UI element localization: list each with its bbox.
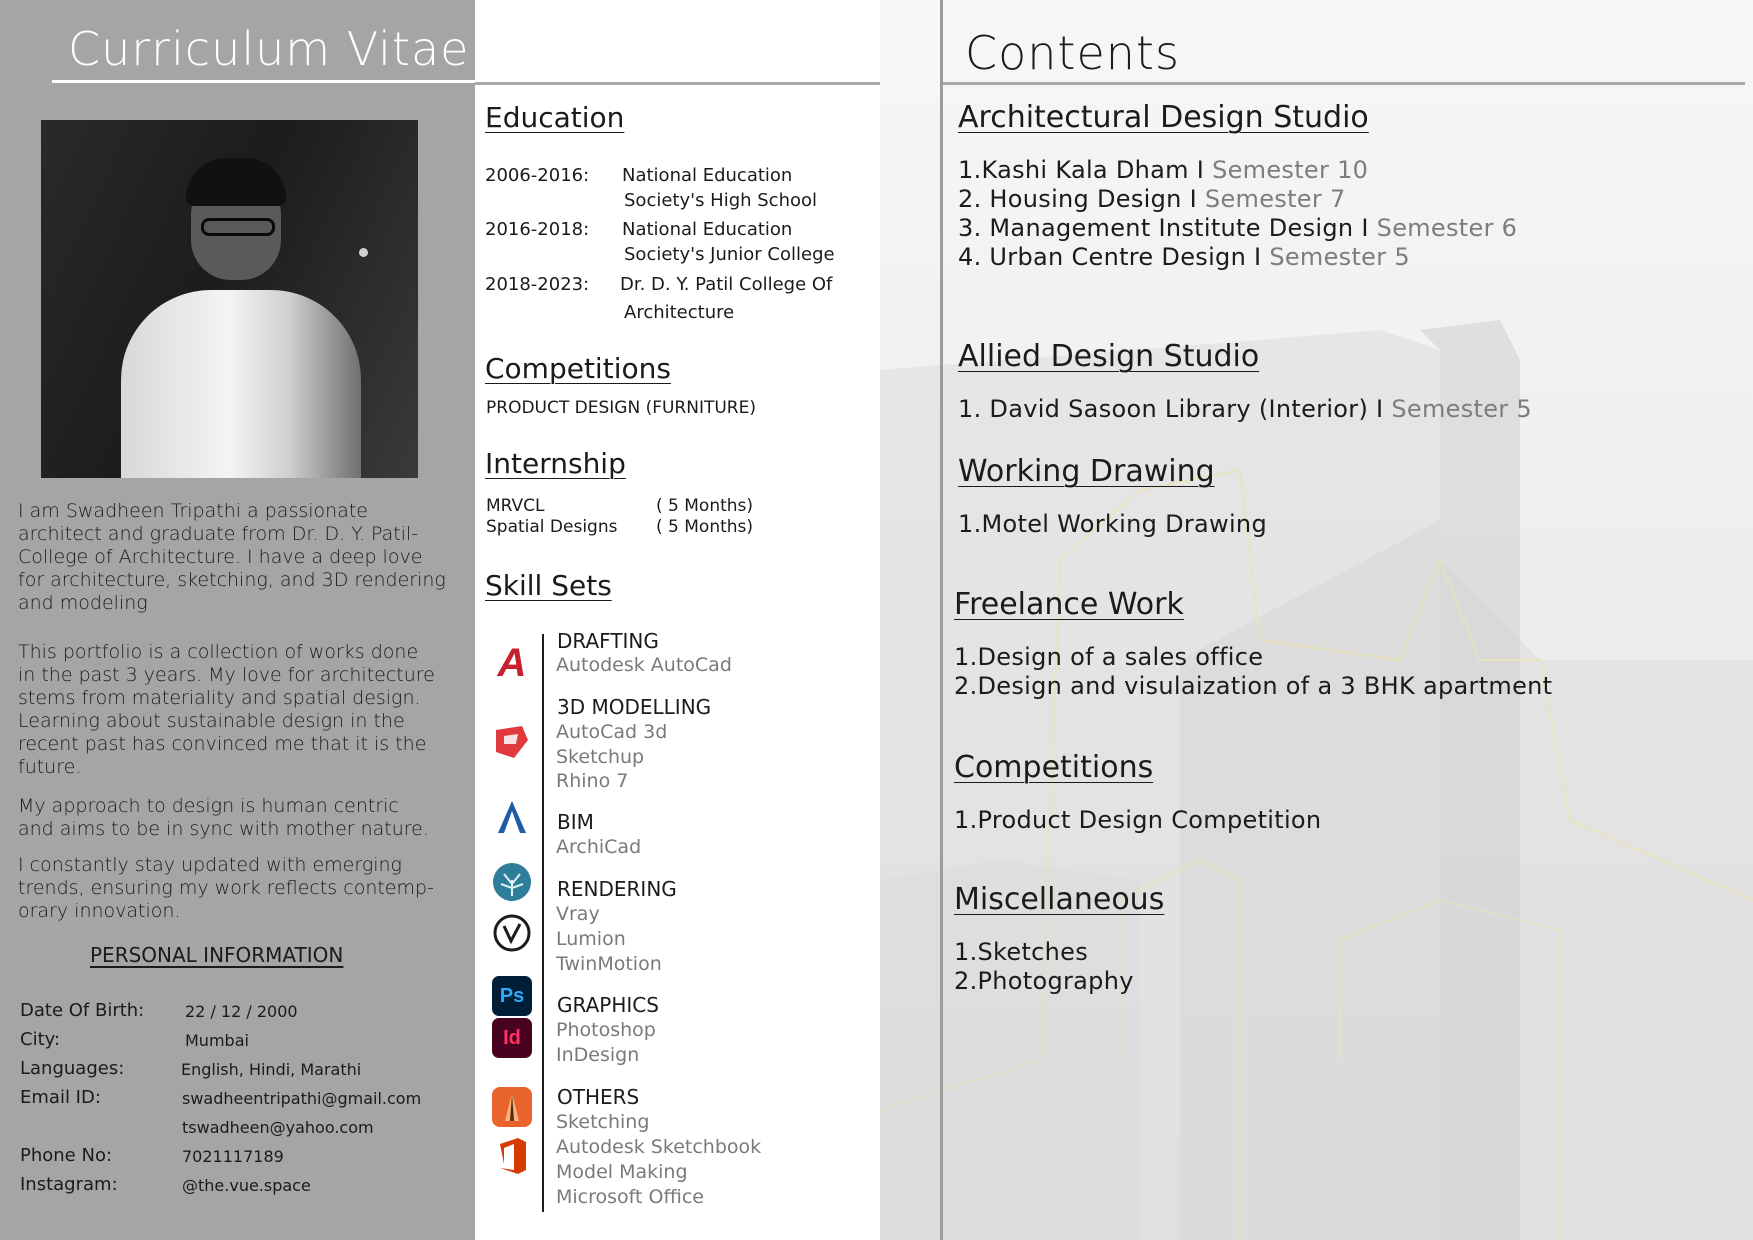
cv-details-panel — [475, 0, 880, 1240]
contents-section-title[interactable]: Miscellaneous — [954, 882, 1165, 917]
bio-paragraph-2: This portfolio is a collection of works done in the past 3 years. My love for architecture stems from materiality and spatial design. Learning about sustainable design in the recent past has convinced me that it is the future. — [18, 641, 435, 778]
education-years: 2018-2023: — [485, 274, 590, 295]
skill-item: Lumion — [556, 928, 626, 950]
contents-section-title[interactable]: Competitions — [954, 750, 1154, 785]
archicad-icon — [492, 797, 532, 837]
cv-title: Curriculum Vitae — [68, 22, 470, 76]
skill-item: Autodesk Sketchbook — [556, 1136, 762, 1158]
contents-section-title[interactable]: Architectural Design Studio — [958, 100, 1369, 135]
education-school: Society's High School — [624, 190, 818, 211]
skill-item: Photoshop — [556, 1019, 656, 1041]
skill-item: Model Making — [556, 1161, 688, 1183]
education-school: National Education — [622, 219, 793, 240]
skills-divider — [542, 634, 544, 1212]
skill-item: TwinMotion — [556, 953, 662, 975]
skill-item: Autodesk AutoCad — [556, 654, 732, 676]
bio-paragraph-1: I am Swadheen Tripathi a passionate architect and graduate from Dr. D. Y. Patil- College of Architecture. I have a deep love for architecture, sketching, and 3D rendering and modeling — [18, 500, 446, 614]
header-rule — [941, 82, 1745, 85]
skill-category: BIM — [557, 810, 594, 834]
contents-item[interactable]: 4. Urban Centre Design I Semester 5 — [958, 243, 1410, 271]
skill-category: 3D MODELLING — [557, 695, 712, 719]
microsoft-office-icon — [492, 1136, 532, 1176]
internship-duration: ( 5 Months) — [656, 496, 754, 516]
sketchup-icon — [492, 722, 532, 762]
skill-item: AutoCad 3d — [556, 721, 668, 743]
skill-item: Microsoft Office — [556, 1186, 704, 1208]
contents-item[interactable]: 1.Kashi Kala Dham I Semester 10 — [958, 156, 1369, 184]
contents-item[interactable]: 2.Design and visulaization of a 3 BHK apartment — [954, 672, 1553, 700]
contents-section-title[interactable]: Freelance Work — [954, 587, 1184, 622]
education-years: 2016-2018: — [485, 219, 590, 240]
contents-item[interactable]: 2.Photography — [954, 967, 1134, 995]
competitions-text: PRODUCT DESIGN (FURNITURE) — [486, 398, 756, 418]
skill-category: DRAFTING — [557, 629, 659, 653]
profile-photo — [41, 120, 418, 478]
education-heading: Education — [485, 101, 625, 134]
internship-name: MRVCL — [486, 496, 545, 516]
contents-item[interactable]: 1. David Sasoon Library (Interior) I Semester 5 — [958, 395, 1532, 423]
photoshop-icon: Ps — [492, 976, 532, 1016]
skill-category: RENDERING — [557, 877, 677, 901]
skill-item: ArchiCad — [556, 836, 642, 858]
skill-item: Rhino 7 — [556, 770, 629, 792]
contents-item[interactable]: 1.Design of a sales office — [954, 643, 1264, 671]
education-years: 2006-2016: — [485, 165, 590, 186]
skill-category: GRAPHICS — [557, 993, 659, 1017]
contents-title: Contents — [965, 26, 1180, 80]
contents-item[interactable]: 2. Housing Design I Semester 7 — [958, 185, 1346, 213]
skill-sets-heading: Skill Sets — [485, 569, 612, 602]
vray-icon — [492, 913, 532, 953]
page-divider — [940, 0, 943, 1240]
education-school: Dr. D. Y. Patil College Of — [620, 274, 833, 295]
skill-item: Vray — [556, 903, 600, 925]
cv-title-rule — [52, 80, 475, 83]
contents-item[interactable]: 1.Sketches — [954, 938, 1089, 966]
header-rule — [475, 82, 941, 85]
bio-paragraph-3: My approach to design is human centric and aims to be in sync with mother nature. — [18, 795, 429, 840]
lumion-icon — [492, 862, 532, 902]
skill-item: Sketching — [556, 1111, 650, 1133]
skill-item: InDesign — [556, 1044, 640, 1066]
contents-item[interactable]: 1.Product Design Competition — [954, 806, 1322, 834]
education-school: Architecture — [624, 302, 735, 323]
contents-item[interactable]: 1.Motel Working Drawing — [958, 510, 1267, 538]
contents-item[interactable]: 3. Management Institute Design I Semester 6 — [958, 214, 1518, 242]
education-school: Society's Junior College — [624, 244, 835, 265]
bio-paragraph-4: I constantly stay updated with emerging trends, ensuring my work reflects contemp- orary innovation. — [18, 854, 434, 922]
indesign-icon: Id — [492, 1018, 532, 1058]
education-school: National Education — [622, 165, 793, 186]
internship-name: Spatial Designs — [486, 517, 618, 537]
sketchbook-icon — [492, 1087, 532, 1127]
internship-duration: ( 5 Months) — [656, 517, 754, 537]
cv-sidebar: Curriculum Vitae I am Swadheen Tripathi a passionate architect and graduate from Dr. D. Y. Patil- College of Architecture. I have a deep love for architecture, sketching, and 3D rendering and modeling This portfolio is a collection of works done in the past 3 years. My love for architecture stems from materiality and spatial design. Learning about sustainable design in the recent past has convinced me that it is the future. My approach to design is human centric and aims to be in sync with mother nature. I constantly stay updated with emerging trends, ensuring my work reflects contemp- orary innovation. PERSONAL INFORMATION Date Of Birth: 22 / 12 / 2000 City: Mumbai Languages: English, Hindi, Marathi Email ID: swadheentripathi@gmail.com tswadheen@yahoo.com Phone No: 7021117189 Instagram: @the.vue.space — [0, 0, 475, 1240]
skill-item: Sketchup — [556, 746, 645, 768]
contents-section-title[interactable]: Working Drawing — [958, 454, 1215, 489]
autocad-icon: A — [497, 640, 527, 685]
contents-section-title[interactable]: Allied Design Studio — [958, 339, 1260, 374]
skill-category: OTHERS — [557, 1085, 640, 1109]
competitions-heading: Competitions — [485, 352, 671, 385]
internship-heading: Internship — [485, 447, 626, 480]
personal-info-title: PERSONAL INFORMATION — [90, 943, 344, 967]
